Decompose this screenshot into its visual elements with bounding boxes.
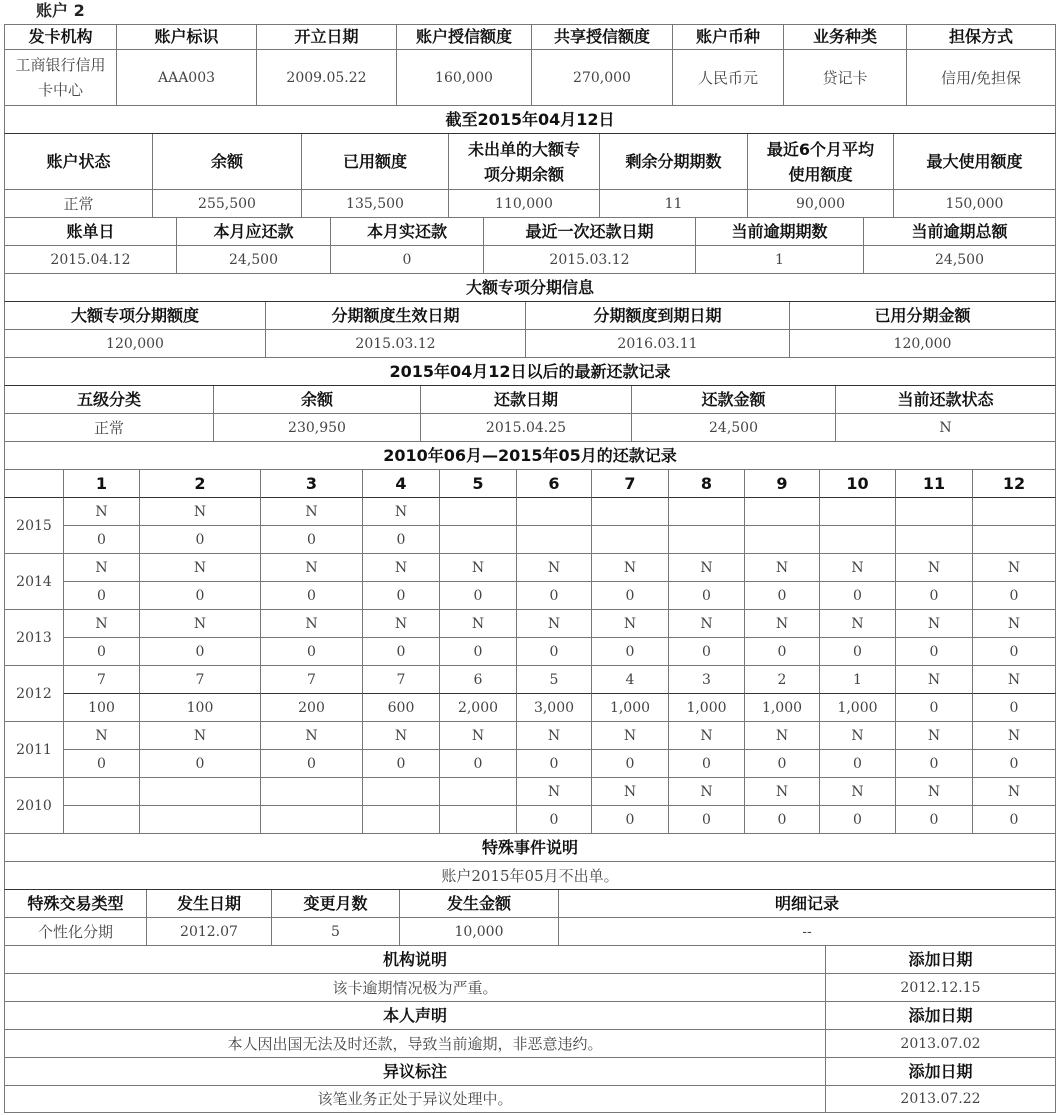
guarantee-value: 信用/免担保: [907, 50, 1056, 106]
occur-amount-value: 10,000: [400, 918, 559, 946]
personal-statement-title-row: [4, 1002, 1056, 1030]
special-tx-header-row: [4, 890, 1056, 918]
header-used-limit: 已用额度: [302, 134, 449, 190]
history-status-cell: N: [896, 666, 973, 694]
history-status-cell: N: [669, 778, 745, 806]
history-status-cell: [669, 498, 745, 526]
open-date-value: 2009.05.22: [257, 50, 397, 106]
history-amount-cell: [820, 526, 896, 554]
history-status-cell: N: [973, 722, 1056, 750]
history-amount-cell: 0: [896, 806, 973, 834]
history-amount-cell: 0: [592, 638, 669, 666]
personal-statement-date: 2013.07.02: [826, 1030, 1056, 1058]
month-header: 4: [363, 470, 440, 498]
history-status-row: [64, 666, 1056, 694]
history-amount-cell: 3,000: [517, 694, 592, 722]
history-status-cell: N: [896, 778, 973, 806]
history-status-cell: N: [820, 610, 896, 638]
history-amount-cell: 1,000: [592, 694, 669, 722]
history-status-cell: [820, 498, 896, 526]
history-amount-cell: 0: [363, 750, 440, 778]
history-status-cell: N: [592, 722, 669, 750]
history-status-cell: N: [64, 610, 140, 638]
header-last-payment-date: 最近一次还款日期: [484, 218, 696, 246]
history-year-label: 2014: [4, 554, 64, 610]
institution-note-title: 机构说明: [4, 946, 826, 974]
header-due-this-month: 本月应还款: [177, 218, 331, 246]
history-amount-cell: 0: [820, 750, 896, 778]
history-month-header-row: [4, 470, 1056, 498]
history-status-cell: 6: [440, 666, 517, 694]
due-this-month-value: 24,500: [177, 246, 331, 274]
history-amount-cell: [517, 526, 592, 554]
history-amount-cell: 0: [363, 638, 440, 666]
history-status-cell: [363, 778, 440, 806]
month-header: 8: [669, 470, 745, 498]
history-amount-cell: 0: [517, 582, 592, 610]
history-status-cell: N: [363, 554, 440, 582]
history-amount-cell: 0: [363, 582, 440, 610]
history-status-cell: 1: [820, 666, 896, 694]
history-amount-cell: 0: [896, 750, 973, 778]
history-amount-cell: 0: [517, 638, 592, 666]
as-of-header-row-2: [4, 218, 1056, 246]
history-status-cell: N: [820, 554, 896, 582]
special-events-text: 账户2015年05月不出单。: [4, 862, 1056, 890]
history-amount-cell: 0: [745, 750, 820, 778]
history-amount-cell: [140, 806, 261, 834]
history-status-cell: [973, 498, 1056, 526]
month-header: 1: [64, 470, 140, 498]
history-status-cell: N: [140, 722, 261, 750]
history-status-cell: 7: [363, 666, 440, 694]
history-amount-cell: 200: [261, 694, 363, 722]
history-amount-cell: 0: [820, 582, 896, 610]
history-amount-cell: 600: [363, 694, 440, 722]
dispute-row: [4, 1086, 1056, 1113]
header-change-months: 变更月数: [272, 890, 400, 918]
header-installment-start: 分期额度生效日期: [266, 302, 526, 330]
history-status-cell: N: [64, 554, 140, 582]
as-of-title-row: [4, 106, 1056, 134]
history-amount-cell: 100: [140, 694, 261, 722]
header-business-type: 业务种类: [784, 24, 907, 50]
history-amount-cell: 0: [745, 806, 820, 834]
month-header: 5: [440, 470, 517, 498]
month-header: 6: [517, 470, 592, 498]
history-status-cell: N: [973, 554, 1056, 582]
header-account-status: 账户状态: [4, 134, 153, 190]
history-status-cell: N: [363, 610, 440, 638]
history-status-cell: N: [896, 722, 973, 750]
history-status-cell: [896, 498, 973, 526]
history-status-cell: 2: [745, 666, 820, 694]
change-months-value: 5: [272, 918, 400, 946]
history-status-cell: N: [261, 498, 363, 526]
month-header: 3: [261, 470, 363, 498]
header-paid-this-month: 本月实还款: [331, 218, 484, 246]
history-amount-cell: [261, 806, 363, 834]
history-amount-cell: [896, 526, 973, 554]
personal-statement-row: [4, 1030, 1056, 1058]
history-amount-cell: [64, 806, 140, 834]
history-amount-cell: 0: [140, 750, 261, 778]
history-amount-cell: 0: [64, 526, 140, 554]
history-status-cell: N: [261, 722, 363, 750]
header-overdue-periods: 当前逾期期数: [696, 218, 864, 246]
history-status-cell: N: [745, 554, 820, 582]
history-amount-cell: 0: [592, 750, 669, 778]
header-detail-record: 明细记录: [559, 890, 1056, 918]
history-amount-cell: 0: [363, 526, 440, 554]
header-max-usage: 最大使用额度: [894, 134, 1056, 190]
history-status-cell: N: [517, 722, 592, 750]
history-status-cell: N: [592, 778, 669, 806]
account-info-value-row: [4, 50, 1056, 106]
history-amount-cell: 0: [896, 694, 973, 722]
history-amount-cell: 0: [669, 582, 745, 610]
history-status-cell: 7: [140, 666, 261, 694]
history-amount-cell: 0: [261, 526, 363, 554]
history-status-cell: N: [820, 722, 896, 750]
history-status-cell: N: [140, 610, 261, 638]
history-status-cell: N: [973, 666, 1056, 694]
header-credit-limit: 账户授信额度: [397, 24, 532, 50]
history-amount-cell: 0: [64, 638, 140, 666]
special-tx-type-value: 个性化分期: [4, 918, 147, 946]
installment-limit-value: 120,000: [4, 330, 266, 358]
history-year-label: 2013: [4, 610, 64, 666]
history-status-cell: [140, 778, 261, 806]
history-status-cell: 3: [669, 666, 745, 694]
avg-6m-usage-value: 90,000: [748, 190, 894, 218]
history-amount-cell: 0: [140, 526, 261, 554]
account-info-header-row: [4, 24, 1056, 50]
history-status-cell: N: [64, 498, 140, 526]
latest-balance-value: 230,950: [214, 414, 421, 442]
history-amount-cell: [669, 526, 745, 554]
shared-credit-value: 270,000: [532, 50, 673, 106]
history-status-cell: 7: [261, 666, 363, 694]
history-status-cell: 4: [592, 666, 669, 694]
history-status-cell: [592, 498, 669, 526]
latest-repayment-value-row: [4, 414, 1056, 442]
last-payment-date-value: 2015.03.12: [484, 246, 696, 274]
history-status-cell: N: [669, 610, 745, 638]
history-status-cell: 5: [517, 666, 592, 694]
month-header: 11: [896, 470, 973, 498]
as-of-header-row-1: [4, 134, 1056, 190]
history-amount-cell: 100: [64, 694, 140, 722]
latest-repayment-title: 2015年04月12日以后的最新还款记录: [4, 358, 1056, 386]
credit-limit-value: 160,000: [397, 50, 532, 106]
header-currency: 账户币种: [673, 24, 784, 50]
history-status-cell: N: [440, 610, 517, 638]
history-status-cell: [517, 498, 592, 526]
history-amount-cell: 0: [820, 638, 896, 666]
history-amount-cell: 0: [669, 750, 745, 778]
history-year-label: 2015: [4, 498, 64, 554]
history-status-cell: [440, 778, 517, 806]
occur-date-value: 2012.07: [147, 918, 272, 946]
history-amount-cell: 0: [140, 638, 261, 666]
business-type-value: 贷记卡: [784, 50, 907, 106]
month-header: 10: [820, 470, 896, 498]
history-amount-cell: 1,000: [669, 694, 745, 722]
history-status-cell: N: [440, 722, 517, 750]
account-status-value: 正常: [4, 190, 153, 218]
dispute-title-row: [4, 1058, 1056, 1086]
history-amount-cell: [973, 526, 1056, 554]
history-status-row: [64, 498, 1056, 526]
history-status-cell: N: [973, 778, 1056, 806]
history-amount-cell: 0: [592, 806, 669, 834]
repayment-status-value: N: [836, 414, 1056, 442]
special-events-title-row: [4, 834, 1056, 862]
installment-start-value: 2015.03.12: [266, 330, 526, 358]
history-status-cell: N: [669, 722, 745, 750]
history-status-cell: N: [745, 610, 820, 638]
history-amount-cell: 0: [973, 638, 1056, 666]
history-status-row: [64, 778, 1056, 806]
history-amount-cell: 0: [517, 806, 592, 834]
header-avg-6m-usage: 最近6个月平均使用额度: [748, 134, 894, 190]
dispute-text: 该笔业务正处于异议处理中。: [4, 1086, 826, 1113]
history-amount-row: [64, 694, 1056, 722]
remaining-periods-value: 11: [600, 190, 748, 218]
history-amount-row: [64, 582, 1056, 610]
history-status-cell: N: [745, 778, 820, 806]
statement-date-value: 2015.04.12: [4, 246, 177, 274]
history-amount-cell: 0: [745, 582, 820, 610]
history-amount-cell: 0: [517, 750, 592, 778]
history-amount-row: [64, 750, 1056, 778]
history-status-cell: 7: [64, 666, 140, 694]
dispute-date-label: 添加日期: [826, 1058, 1056, 1086]
history-status-cell: N: [140, 554, 261, 582]
history-year-label: 2010: [4, 778, 64, 834]
history-status-cell: N: [896, 554, 973, 582]
history-amount-cell: 0: [973, 694, 1056, 722]
max-usage-value: 150,000: [894, 190, 1056, 218]
overdue-amount-value: 24,500: [864, 246, 1056, 274]
history-title-row: [4, 442, 1056, 470]
history-amount-cell: 0: [896, 638, 973, 666]
history-amount-cell: [440, 526, 517, 554]
history-amount-cell: 0: [261, 638, 363, 666]
history-amount-cell: 0: [64, 750, 140, 778]
unbilled-installment-value: 110,000: [449, 190, 600, 218]
history-status-cell: N: [973, 610, 1056, 638]
institution-note-text: 该卡逾期情况极为严重。: [4, 974, 826, 1002]
history-status-cell: N: [363, 498, 440, 526]
history-title: 2010年06月—2015年05月的还款记录: [4, 442, 1056, 470]
history-status-cell: [745, 498, 820, 526]
personal-statement-title: 本人声明: [4, 1002, 826, 1030]
month-header: 2: [140, 470, 261, 498]
history-status-cell: N: [517, 778, 592, 806]
as-of-value-row-2: [4, 246, 1056, 274]
institution-note-row: [4, 974, 1056, 1002]
history-status-cell: N: [820, 778, 896, 806]
balance-value: 255,500: [153, 190, 302, 218]
header-shared-credit: 共享授信额度: [532, 24, 673, 50]
header-installment-end: 分期额度到期日期: [526, 302, 790, 330]
header-occur-amount: 发生金额: [400, 890, 559, 918]
history-amount-cell: 1,000: [820, 694, 896, 722]
history-amount-cell: 0: [440, 750, 517, 778]
history-corner: [4, 470, 64, 498]
history-amount-cell: 0: [973, 806, 1056, 834]
history-amount-cell: 0: [64, 582, 140, 610]
history-status-row: [64, 554, 1056, 582]
history-status-cell: N: [440, 554, 517, 582]
history-status-cell: N: [669, 554, 745, 582]
history-status-row: [64, 722, 1056, 750]
header-unbilled-installment: 未出单的大额专项分期余额: [449, 134, 600, 190]
history-amount-cell: [440, 806, 517, 834]
month-header: 12: [973, 470, 1056, 498]
header-overdue-amount: 当前逾期总额: [864, 218, 1056, 246]
paid-this-month-value: 0: [331, 246, 484, 274]
history-status-row: [64, 610, 1056, 638]
history-status-cell: N: [363, 722, 440, 750]
history-grid: [4, 498, 1056, 834]
latest-repayment-title-row: [4, 358, 1056, 386]
header-open-date: 开立日期: [257, 24, 397, 50]
header-special-tx-type: 特殊交易类型: [4, 890, 147, 918]
header-balance: 余额: [153, 134, 302, 190]
special-events-title: 特殊事件说明: [4, 834, 1056, 862]
account-id-value: AAA003: [117, 50, 257, 106]
history-amount-cell: 0: [440, 638, 517, 666]
special-events-text-row: [4, 862, 1056, 890]
repayment-amount-value: 24,500: [632, 414, 836, 442]
header-repayment-amount: 还款金额: [632, 386, 836, 414]
institution-note-date-label: 添加日期: [826, 946, 1056, 974]
history-amount-cell: 0: [592, 582, 669, 610]
header-guarantee: 担保方式: [907, 24, 1056, 50]
history-amount-cell: 0: [973, 582, 1056, 610]
header-repayment-status: 当前还款状态: [836, 386, 1056, 414]
currency-value: 人民币元: [673, 50, 784, 106]
as-of-value-row-1: [4, 190, 1056, 218]
personal-statement-text: 本人因出国无法及时还款，导致当前逾期，非恶意违约。: [4, 1030, 826, 1058]
header-issuer: 发卡机构: [4, 24, 117, 50]
history-status-cell: N: [517, 610, 592, 638]
month-header: 7: [592, 470, 669, 498]
issuer-value: 工商银行信用卡中心: [4, 50, 117, 106]
header-five-level-class: 五级分类: [4, 386, 214, 414]
history-status-cell: N: [592, 554, 669, 582]
history-amount-cell: 0: [973, 750, 1056, 778]
header-repayment-date: 还款日期: [421, 386, 632, 414]
institution-note-date: 2012.12.15: [826, 974, 1056, 1002]
dispute-date: 2013.07.22: [826, 1086, 1056, 1113]
history-amount-cell: 0: [669, 638, 745, 666]
as-of-title: 截至2015年04月12日: [4, 106, 1056, 134]
institution-note-title-row: [4, 946, 1056, 974]
history-status-cell: N: [592, 610, 669, 638]
special-tx-value-row: [4, 918, 1056, 946]
installment-end-value: 2016.03.11: [526, 330, 790, 358]
history-status-cell: N: [140, 498, 261, 526]
header-installment-limit: 大额专项分期额度: [4, 302, 266, 330]
header-account-id: 账户标识: [117, 24, 257, 50]
history-amount-cell: 0: [896, 582, 973, 610]
history-amount-cell: 0: [745, 638, 820, 666]
header-occur-date: 发生日期: [147, 890, 272, 918]
history-status-cell: N: [261, 610, 363, 638]
dispute-title: 异议标注: [4, 1058, 826, 1086]
header-installment-used: 已用分期金额: [790, 302, 1056, 330]
history-amount-row: [64, 638, 1056, 666]
history-amount-cell: 0: [440, 582, 517, 610]
history-amount-cell: 1,000: [745, 694, 820, 722]
personal-statement-date-label: 添加日期: [826, 1002, 1056, 1030]
history-amount-row: [64, 526, 1056, 554]
header-statement-date: 账单日: [4, 218, 177, 246]
history-amount-cell: 0: [140, 582, 261, 610]
large-installment-value-row: [4, 330, 1056, 358]
history-status-cell: [261, 778, 363, 806]
history-status-cell: N: [517, 554, 592, 582]
history-status-cell: N: [261, 554, 363, 582]
month-header: 9: [745, 470, 820, 498]
history-amount-cell: [745, 526, 820, 554]
history-year-label: 2011: [4, 722, 64, 778]
history-status-cell: N: [64, 722, 140, 750]
latest-repayment-header-row: [4, 386, 1056, 414]
history-amount-cell: [363, 806, 440, 834]
five-level-class-value: 正常: [4, 414, 214, 442]
history-amount-cell: 0: [261, 582, 363, 610]
overdue-periods-value: 1: [696, 246, 864, 274]
history-status-cell: N: [896, 610, 973, 638]
history-amount-cell: 0: [261, 750, 363, 778]
history-amount-row: [64, 806, 1056, 834]
header-remaining-periods: 剩余分期期数: [600, 134, 748, 190]
large-installment-header-row: [4, 302, 1056, 330]
header-latest-balance: 余额: [214, 386, 421, 414]
large-installment-title: 大额专项分期信息: [4, 274, 1056, 302]
account-title: 账户 2: [36, 1, 85, 20]
installment-used-value: 120,000: [790, 330, 1056, 358]
history-amount-cell: [592, 526, 669, 554]
history-status-cell: N: [745, 722, 820, 750]
history-year-label: 2012: [4, 666, 64, 722]
history-amount-cell: 0: [820, 806, 896, 834]
history-amount-cell: 0: [669, 806, 745, 834]
detail-record-value: --: [559, 918, 1056, 946]
history-status-cell: [440, 498, 517, 526]
used-limit-value: 135,500: [302, 190, 449, 218]
repayment-date-value: 2015.04.25: [421, 414, 632, 442]
history-amount-cell: 2,000: [440, 694, 517, 722]
large-installment-title-row: [4, 274, 1056, 302]
history-status-cell: [64, 778, 140, 806]
